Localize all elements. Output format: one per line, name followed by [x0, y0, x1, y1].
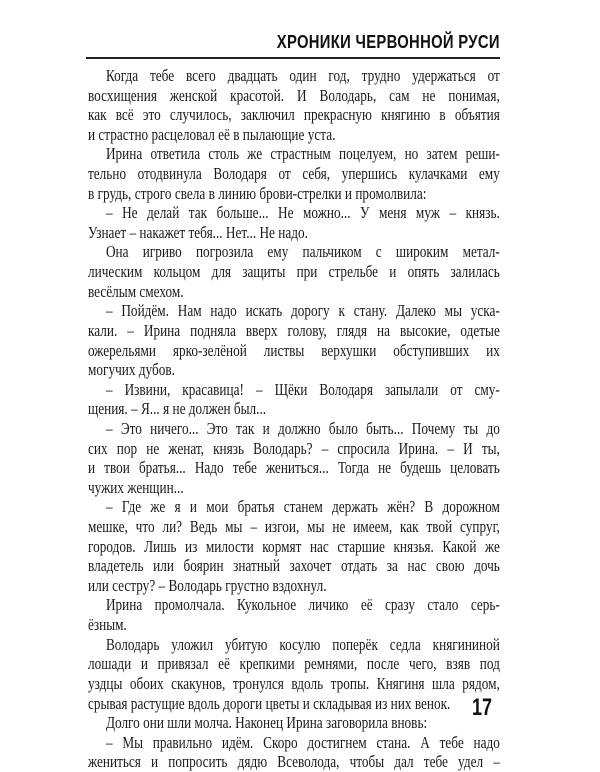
text-line: лическим кольцом для защиты при стрельбе и опять залилась — [88, 262, 500, 282]
body-text — [88, 66, 500, 772]
header-rule — [86, 57, 500, 59]
text-line: и твои братья... Надо тебе жениться... Тогда не будешь целовать — [88, 458, 500, 478]
text-line: или сестру? – Володарь грустно вздохнул. — [88, 575, 327, 595]
text-line: как всё это случилось, заключил прекрасную княгиню в объятия — [88, 105, 500, 125]
text-line: владетель или боярин знатный захочет отдать за нас свою дочь — [88, 556, 500, 576]
text-line: тельно отодвинула Володаря от себя, упершись кулачками ему — [88, 164, 500, 184]
text-line: щения. – Я... я не должен был... — [88, 399, 267, 419]
text-line: ёзным. — [88, 615, 127, 635]
text-line: весёлым смехом. — [88, 281, 184, 301]
text-line: – Не делай так больше... Не можно... У меня муж – князь. — [105, 203, 500, 223]
text-line: – Где же я и мои братья станем держать жён? В дорожном — [105, 497, 500, 517]
text-line: лошади и привязал её крепкими ремнями, после чего, взяв под — [88, 654, 500, 674]
text-line: ожерельями ярко-зелёной листвы верхушки обступивших их — [88, 340, 500, 360]
text-line: Ирина ответила столь же страстным поцелуем, но затем реши- — [105, 144, 500, 164]
text-line: Когда тебе всего двадцать один год, трудно удержаться от — [105, 66, 500, 85]
text-line: Ирина промолчала. Кукольное личико её сразу стало серь- — [105, 595, 500, 615]
text-line: – Мы правильно идём. Скоро достигнем стана. А тебе надо — [105, 732, 500, 752]
text-line: мешке, что ли? Ведь мы – изгои, мы не имеем, как твой супруг, — [88, 517, 500, 537]
text-line: и страстно расцеловал её в пылающие уста. — [88, 124, 336, 144]
text-line: – Это ничего... Это так и должно было быть... Почему ты до — [105, 418, 500, 438]
text-line: Узнает – накажет тебя... Нет... Не надо. — [88, 222, 308, 242]
text-line: в грудь, строго свела в линию брови-стрелки и промолвила: — [88, 183, 427, 203]
running-head: ХРОНИКИ ЧЕРВОННОЙ РУСИ — [276, 31, 500, 52]
text-line: – Извини, красавица! – Щёки Володаря запылали от сму- — [105, 379, 500, 399]
text-line: срывая растущие вдоль дороги цветы и складывая из них венок. — [88, 693, 451, 713]
text-line: уздцы обоих скакунов, тронулся вдоль тропы. Княгиня шла рядом, — [88, 673, 500, 693]
text-line: кали. – Ирина подняла вверх голову, глядя на высокие, одетые — [88, 320, 500, 340]
text-line: жениться и попросить дядю Всеволода, чтобы дал тебе удел – — [88, 752, 500, 772]
text-line: – Пойдём. Нам надо искать дорогу к стану. Далеко мы уска- — [105, 301, 500, 321]
text-line: чужих женщин... — [88, 477, 184, 497]
page-number: 17 — [472, 694, 493, 721]
text-line: сих пор не женат, князь Володарь? – спросила Ирина. – И ты, — [88, 438, 500, 458]
text-line: могучих дубов. — [88, 360, 175, 380]
text-line: Она игриво погрозила ему пальчиком с широким метал- — [105, 242, 500, 262]
text-line: Володарь уложил убитую косулю поперёк седла княгининой — [105, 634, 500, 654]
text-line: городов. Лишь из милости кормят нас старшие князья. Какой же — [88, 536, 500, 556]
text-line: восхищения женской красотой. И Володарь, сам не понимая, — [88, 85, 500, 105]
text-line: Долго они шли молча. Наконец Ирина заговорила вновь: — [105, 713, 428, 733]
